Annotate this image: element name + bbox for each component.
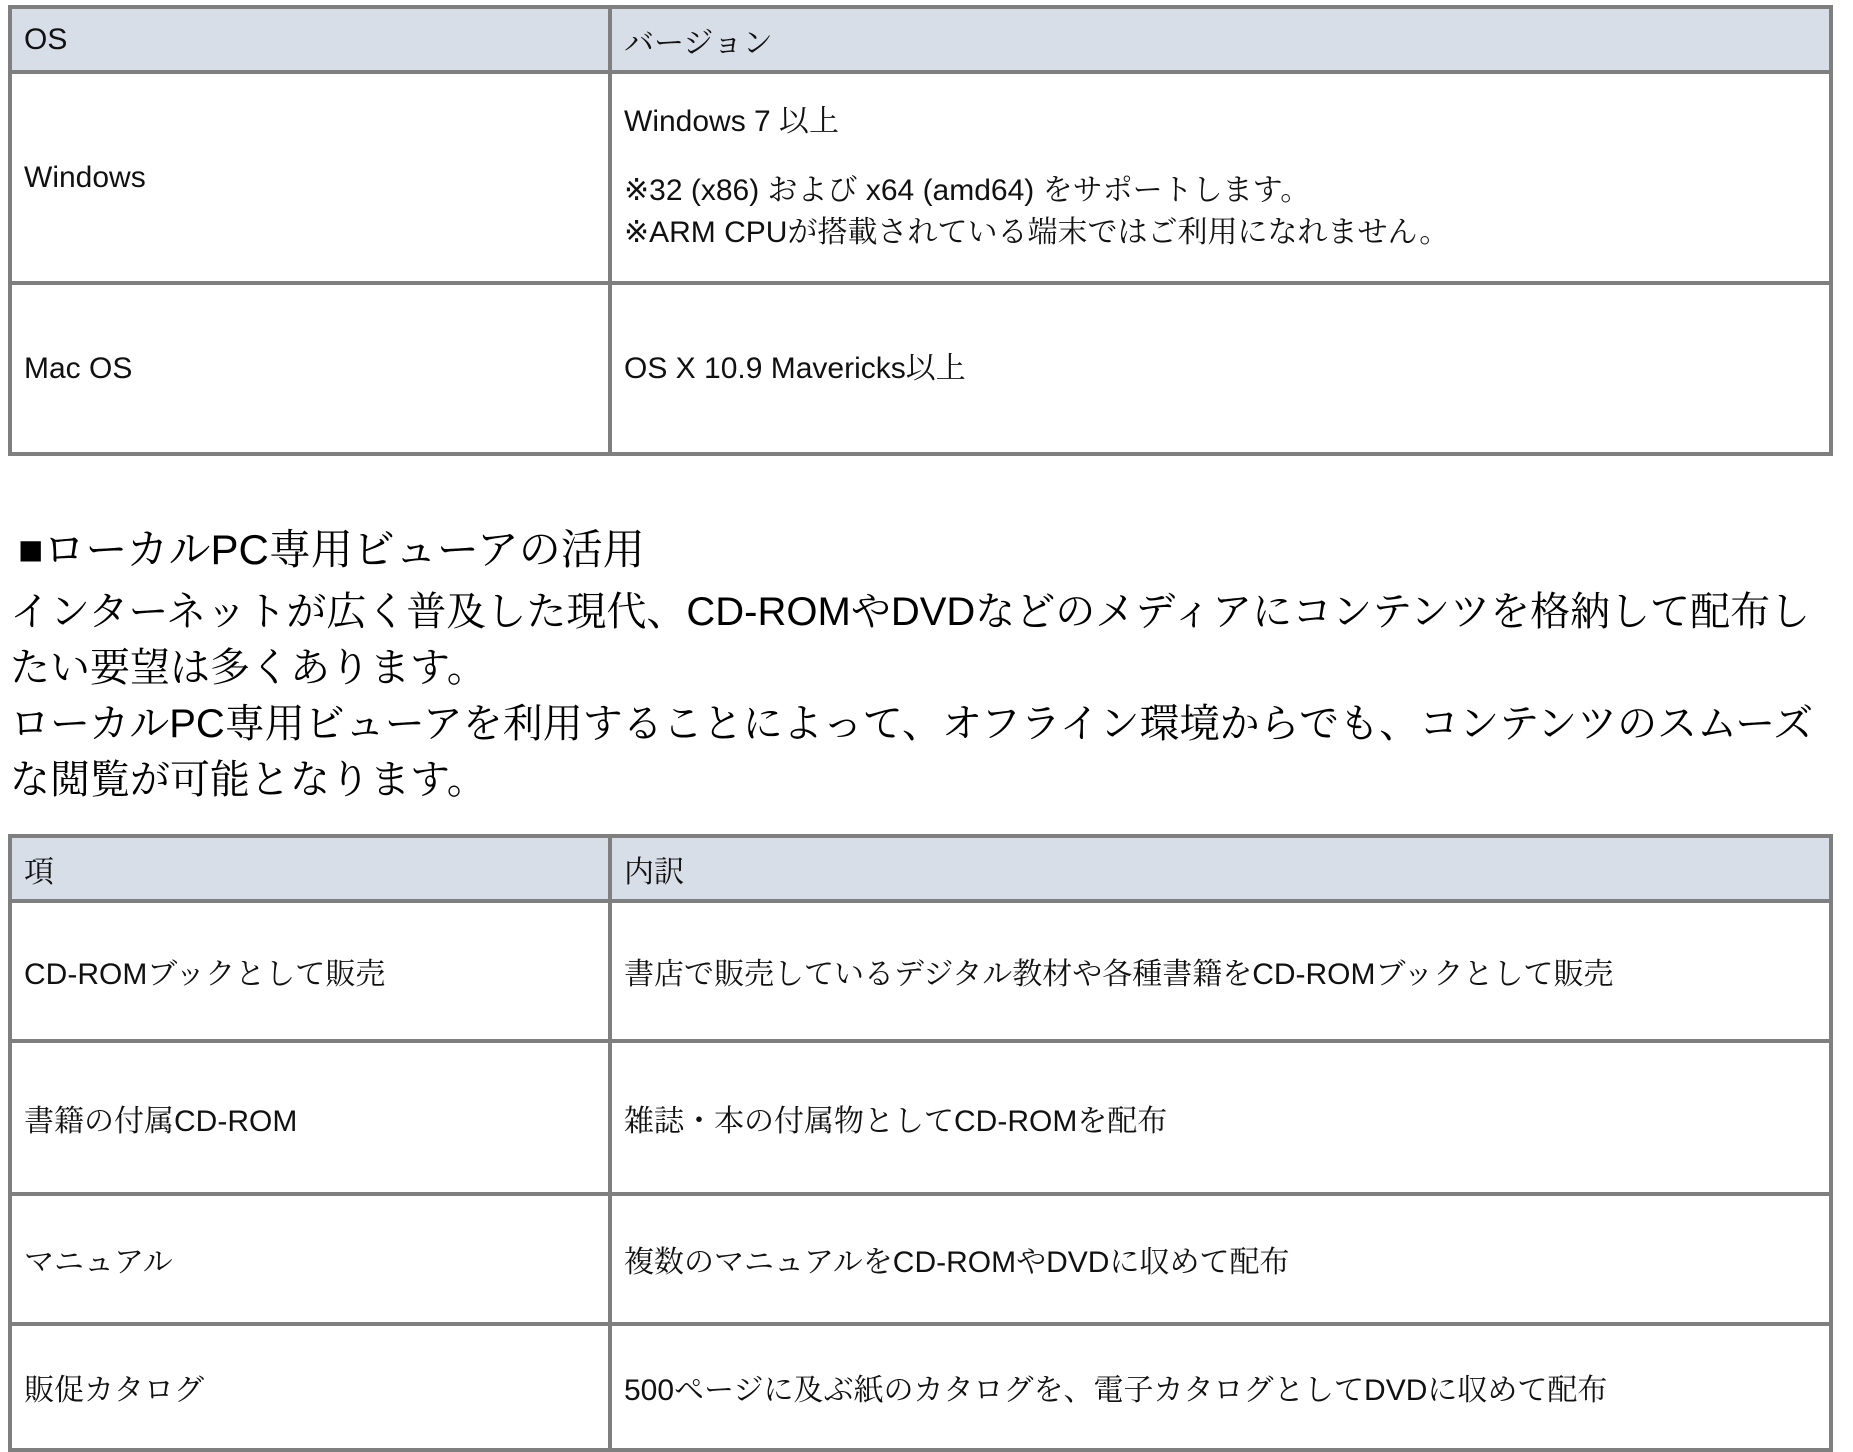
usage-item-cell: CD-ROMブックとして販売 [10,901,610,1041]
usage-detail-cell: 500ページに及ぶ紙のカタログを、電子カタログとしてDVDに収めて配布 [610,1324,1831,1450]
table-row-book-attachment [10,1041,1831,1194]
table-row-mac [10,283,1831,454]
usage-item-cell: 販促カタログ [10,1324,610,1450]
table-row-cdrom-book [10,901,1831,1041]
table-row-windows [10,72,1831,283]
os-version-table [8,5,1833,456]
usage-table-header-item: 項 [10,836,610,901]
mac-version-text: OS X 10.9 Mavericks以上 [624,351,966,385]
paragraph-sentence-2: ローカルPC専用ビューアを利用することによって、オフライン環境からでも、コンテンツのスムーズな閲覧が可能となります。 [10,702,1814,802]
table-row-sales-catalog [10,1324,1831,1450]
os-table-header-version: バージョン [610,7,1831,72]
usage-detail-cell: 書店で販売しているデジタル教材や各種書籍をCD-ROMブックとして販売 [610,901,1831,1041]
usage-detail-cell: 雑誌・本の付属物としてCD-ROMを配布 [610,1041,1831,1194]
usage-item-cell: マニュアル [10,1194,610,1324]
windows-note-arm: ※ARM CPUが搭載されている端末ではご利用になれません。 [624,215,1450,249]
section-heading: ■ローカルPC専用ビューアの活用 [18,526,645,573]
table-row-manual [10,1194,1831,1324]
usage-table [8,834,1833,1452]
paragraph-sentence-1: インターネットが広く普及した現代、CD-ROMやDVDなどのメディアにコンテンツを格納して配布したい要望は多くあります。 [10,590,1811,690]
windows-version-text: Windows 7 以上 [624,104,840,138]
os-version-cell-windows [610,72,1831,283]
usage-item-cell: 書籍の付属CD-ROM [10,1041,610,1194]
usage-table-header-row [10,836,1831,901]
os-name-cell-windows: Windows [10,72,610,283]
os-table-header-row [10,7,1831,72]
usage-table-header-detail: 内訳 [610,836,1831,901]
os-table-header-os: OS [10,7,610,72]
os-version-cell-mac [610,283,1831,454]
usage-detail-cell: 複数のマニュアルをCD-ROMやDVDに収めて配布 [610,1194,1831,1324]
os-name-cell-mac: Mac OS [10,283,610,454]
windows-note-architecture: ※32 (x86) および x64 (amd64) をサポートします。 [624,173,1311,207]
